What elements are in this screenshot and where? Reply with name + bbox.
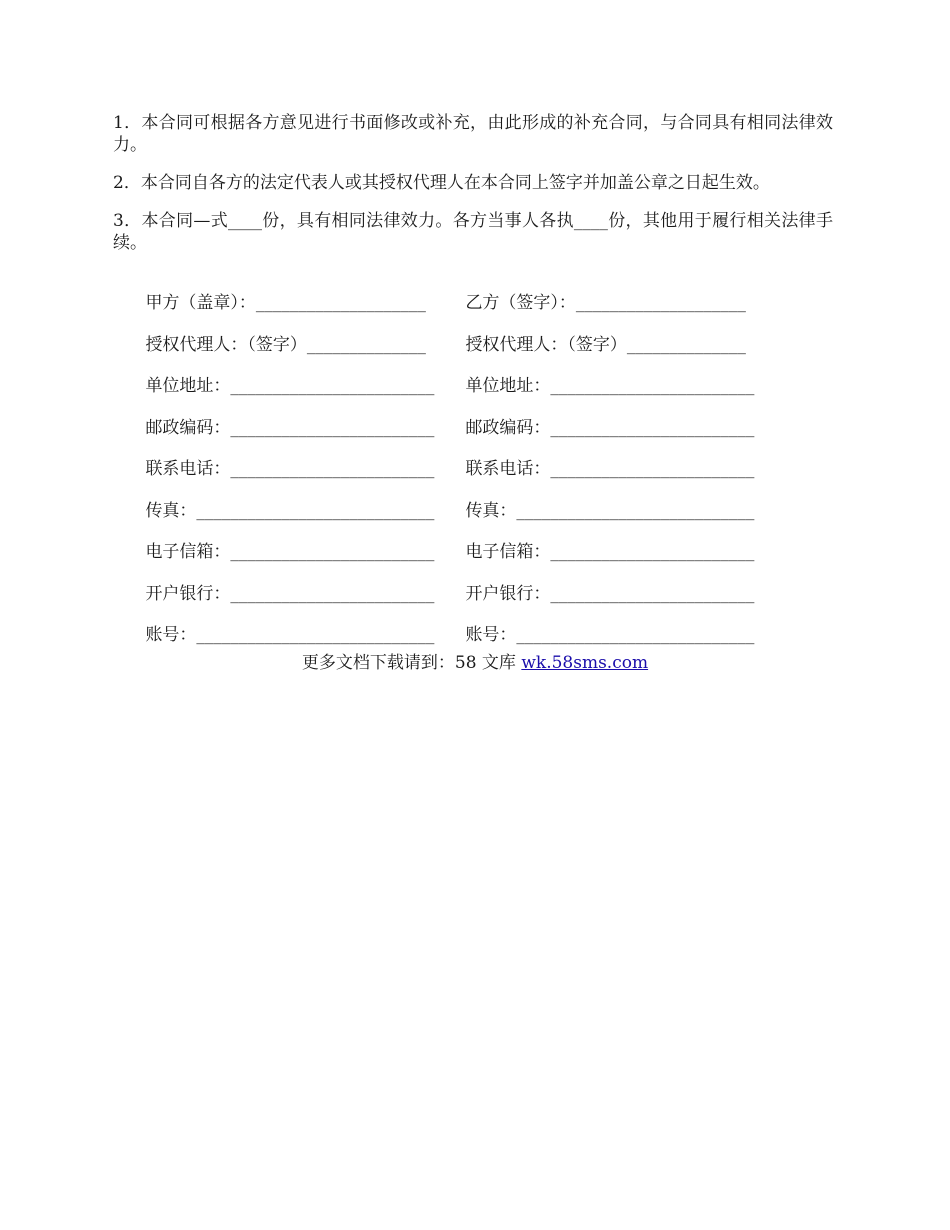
party-b-email-field: 电子信箱：________________________ [465, 542, 755, 562]
footer-link[interactable]: wk.58sms.com [521, 653, 649, 673]
party-a-email-field: 电子信箱：________________________ [145, 542, 435, 562]
party-b-account-field: 账号：____________________________ [465, 625, 755, 645]
party-a-account-field: 账号：____________________________ [145, 625, 435, 645]
clause-2: 2．本合同自各方的法定代表人或其授权代理人在本合同上签字并加盖公章之日起生效。 [113, 173, 770, 193]
party-b-phone-field: 联系电话：________________________ [465, 459, 755, 479]
party-a-agent-field: 授权代理人：（签字）______________ [145, 334, 426, 355]
signature-row-phone [113, 436, 833, 479]
signature-row-postcode [113, 395, 833, 438]
clause-1: 1．本合同可根据各方意见进行书面修改或补充，由此形成的补充合同，与合同具有相同法律效力。 [113, 113, 833, 155]
party-b-agent-field: 授权代理人：（签字）______________ [465, 334, 746, 355]
party-b-postcode-field: 邮政编码：________________________ [465, 417, 755, 438]
party-b-sign-field: 乙方（签字）：____________________ [465, 293, 746, 313]
footer-text: 更多文档下载请到：58 文库 [301, 653, 522, 673]
signature-row-seal [113, 270, 833, 313]
download-footer [0, 652, 950, 674]
clause-3: 3．本合同—式____份，具有相同法律效力。各方当事人各执____份，其他用于履行相关法律手续。 [113, 211, 833, 253]
party-b-address-field: 单位地址：________________________ [465, 376, 755, 396]
document-body [113, 112, 833, 644]
party-a-bank-field: 开户银行：________________________ [145, 583, 435, 604]
signature-row-account [113, 602, 833, 645]
signature-block [113, 270, 833, 645]
party-b-fax-field: 传真：____________________________ [465, 500, 755, 521]
party-a-phone-field: 联系电话：________________________ [145, 459, 435, 479]
signature-row-agent [113, 312, 833, 355]
signature-row-address [113, 353, 833, 396]
party-a-address-field: 单位地址：________________________ [145, 376, 435, 396]
party-a-seal-field: 甲方（盖章）：____________________ [145, 293, 426, 313]
party-b-bank-field: 开户银行：________________________ [465, 583, 755, 604]
party-a-fax-field: 传真：____________________________ [145, 500, 435, 521]
signature-row-bank [113, 561, 833, 604]
signature-row-fax [113, 478, 833, 521]
signature-row-email [113, 519, 833, 562]
party-a-postcode-field: 邮政编码：________________________ [145, 417, 435, 438]
